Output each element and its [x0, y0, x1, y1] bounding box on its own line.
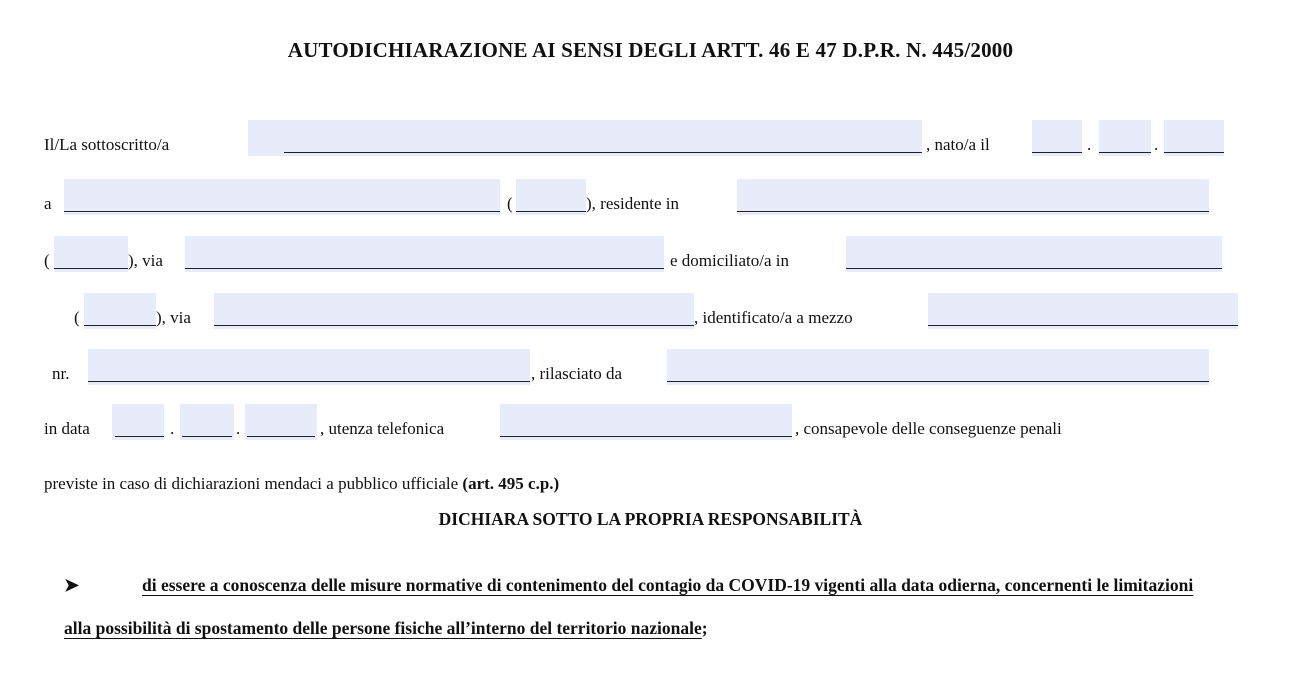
- residence-province-input[interactable]: [54, 236, 128, 272]
- label-birthplace: a: [44, 194, 52, 213]
- domicile-city-input[interactable]: [846, 236, 1222, 272]
- form-row-birthplace: [0, 179, 1301, 219]
- issue-month-input[interactable]: [180, 404, 234, 440]
- domicile-street-input[interactable]: [214, 293, 694, 329]
- date-separator: .: [1087, 135, 1092, 154]
- date-separator: .: [170, 419, 175, 438]
- label-signer: Il/La sottoscritto/a: [44, 135, 170, 154]
- label-aware-consequences: , consapevole delle conseguenze penali: [795, 419, 1062, 438]
- residence-province-underline: [54, 268, 128, 269]
- label-issued-by: , rilasciato da: [531, 364, 623, 383]
- issued-by-input[interactable]: [667, 349, 1209, 385]
- bullet-arrow-icon: ➤: [64, 575, 80, 595]
- penal-notice-prefix: previste in caso di dichiarazioni mendaci a pubblico ufficiale: [44, 474, 459, 493]
- label-on-date: in data: [44, 419, 90, 438]
- domicile-city-underline: [846, 268, 1222, 269]
- declaration-heading: DICHIARA SOTTO LA PROPRIA RESPONSABILITÀ: [438, 509, 863, 529]
- issued-by-underline: [667, 381, 1209, 382]
- label-phone: , utenza telefonica: [320, 419, 445, 438]
- residence-city-input[interactable]: [737, 179, 1209, 215]
- label-resident-in: ), residente in: [586, 194, 679, 213]
- domicile-province-input[interactable]: [84, 293, 156, 329]
- birth-day-underline: [1032, 152, 1082, 153]
- form-row-id-number: [0, 349, 1301, 389]
- form-row-signer: [0, 120, 1301, 160]
- birth-year-input[interactable]: [1164, 120, 1224, 156]
- label-identified-by: , identificato/a a mezzo: [694, 308, 853, 327]
- phone-underline: [500, 436, 792, 437]
- birth-month-underline: [1099, 152, 1151, 153]
- label-born-on: , nato/a il: [926, 135, 990, 154]
- birth-month-input[interactable]: [1099, 120, 1151, 156]
- residence-street-underline: [185, 268, 664, 269]
- phone-input[interactable]: [500, 404, 792, 440]
- label-via: ), via: [156, 308, 191, 327]
- form-row-issue-date-phone: [0, 404, 1301, 444]
- form-row-domicile-address: [0, 293, 1301, 333]
- issue-year-underline: [247, 436, 315, 437]
- issue-year-input[interactable]: [245, 404, 317, 440]
- domicile-street-underline: [214, 325, 694, 326]
- form-row-penal-notice: [0, 459, 1301, 499]
- id-number-input[interactable]: [88, 349, 530, 385]
- signer-name-underline: [284, 152, 922, 153]
- birth-province-input[interactable]: [516, 179, 586, 215]
- date-separator: .: [1154, 135, 1159, 154]
- id-number-underline: [88, 381, 530, 382]
- issue-day-input[interactable]: [112, 404, 164, 440]
- declaration-bullet-text: di essere a conoscenza delle misure normative di contenimento del contagio da COVID-19 vigenti alla data odierna, concernenti le limitazioni alla possibilità di spostamento delle persone fisiche all’interno del territorio nazionale: [64, 575, 1194, 638]
- paren-open: (: [74, 308, 80, 327]
- label-domicile: e domiciliato/a in: [670, 251, 789, 270]
- paren-open: (: [44, 251, 50, 270]
- penal-article-ref: (art. 495 c.p.): [462, 474, 560, 493]
- declaration-bullet: [64, 564, 1224, 650]
- birth-year-underline: [1164, 152, 1224, 153]
- residence-city-underline: [737, 211, 1209, 212]
- issue-day-underline: [115, 436, 164, 437]
- label-via: ), via: [128, 251, 163, 270]
- document-title: AUTODICHIARAZIONE AI SENSI DEGLI ARTT. 46 E 47 D.P.R. N. 445/2000: [287, 38, 1014, 62]
- id-document-type-underline: [928, 325, 1238, 326]
- date-separator: .: [236, 419, 241, 438]
- label-number: nr.: [52, 364, 70, 383]
- form-row-residence-address: [0, 236, 1301, 276]
- birth-province-underline: [516, 211, 586, 212]
- penal-notice-text: [44, 473, 559, 495]
- paren-open: (: [507, 194, 513, 213]
- residence-street-input[interactable]: [185, 236, 664, 272]
- birthplace-input[interactable]: [64, 179, 500, 215]
- issue-month-underline: [182, 436, 232, 437]
- signer-name-input[interactable]: [248, 120, 922, 156]
- declaration-bullet-suffix: ;: [701, 618, 708, 638]
- birthplace-underline: [64, 211, 500, 212]
- birth-day-input[interactable]: [1032, 120, 1082, 156]
- domicile-province-underline: [84, 325, 156, 326]
- id-document-type-input[interactable]: [928, 293, 1238, 329]
